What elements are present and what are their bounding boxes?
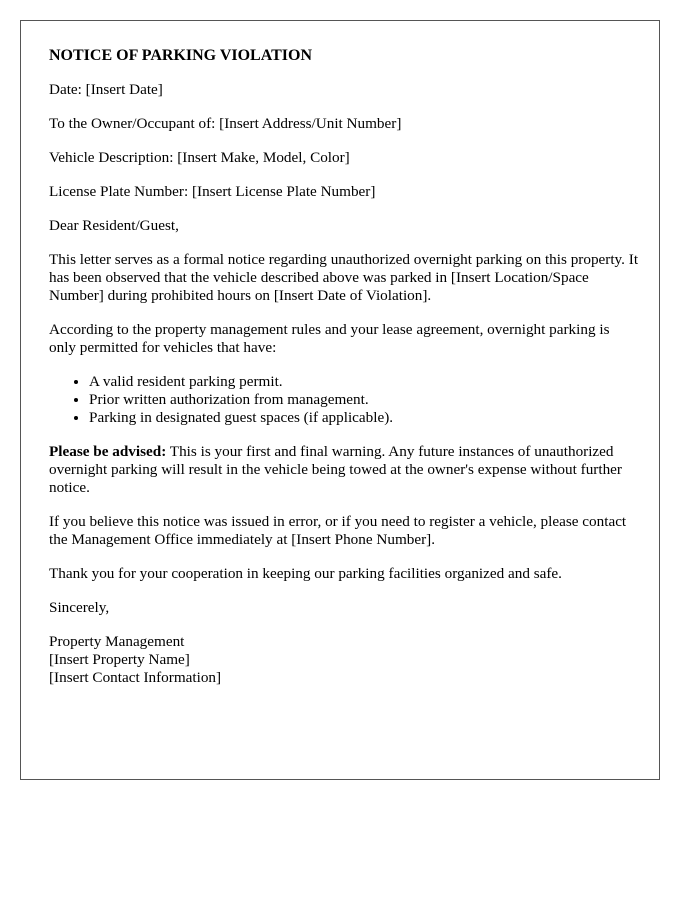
closing: Sincerely,	[49, 599, 110, 616]
owner-line: To the Owner/Occupant of: [Insert Address/Unit Number]	[49, 115, 402, 132]
vehicle-description-line: Vehicle Description: [Insert Make, Model, Color]	[49, 149, 350, 166]
signature-block	[49, 633, 639, 687]
license-plate-line: License Plate Number: [Insert License Plate Number]	[49, 183, 376, 200]
signature-line: [Insert Contact Information]	[49, 669, 222, 686]
warning-lead: Please be advised:	[49, 443, 167, 460]
warning-text: This is your first and final warning. Any future instances of unauthorized overnight parking will result in the vehicle being towed at the owner's expense without further notice.	[49, 443, 622, 496]
date-line: Date: [Insert Date]	[49, 81, 163, 98]
signature-line: Property Management	[49, 633, 185, 650]
rules-paragraph: According to the property management rules and your lease agreement, overnight parking is only permitted for vehicles that have:	[49, 321, 610, 356]
signature-line: [Insert Property Name]	[49, 651, 190, 668]
notice-document	[20, 20, 660, 780]
notice-body	[49, 47, 639, 703]
thank-you-paragraph: Thank you for your cooperation in keeping our parking facilities organized and safe.	[49, 565, 562, 582]
condition-item: • Parking in designated guest spaces (if applicable).	[89, 409, 639, 427]
salutation: Dear Resident/Guest,	[49, 217, 179, 234]
condition-item: • Prior written authorization from management.	[89, 391, 639, 409]
permitted-conditions-list	[49, 373, 639, 427]
condition-item: • A valid resident parking permit.	[89, 373, 639, 391]
notice-title: NOTICE OF PARKING VIOLATION	[49, 47, 312, 64]
warning-paragraph	[49, 443, 639, 497]
contact-paragraph: If you believe this notice was issued in error, or if you need to register a vehicle, please contact the Management Office immediately at [Insert Phone Number].	[49, 513, 627, 548]
violation-paragraph: This letter serves as a formal notice regarding unauthorized overnight parking on this property. It has been observed that the vehicle described above was parked in [Insert Location/Space Number] during prohibited hours on [Insert Date of Violation].	[49, 251, 639, 304]
